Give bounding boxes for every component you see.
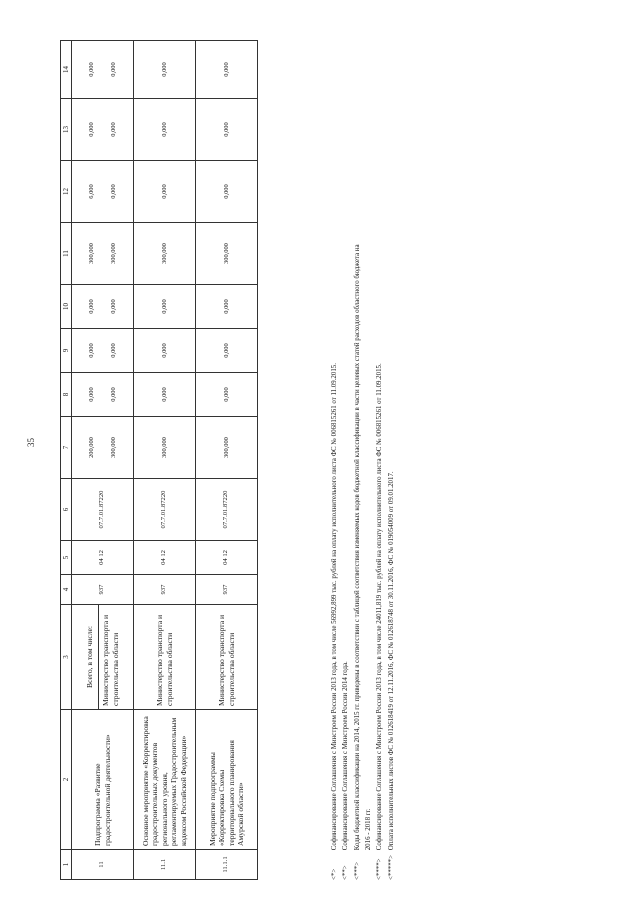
footnote-mark: <**> [342,865,350,880]
row-name: Мероприятие подпрограммы «Корректировка Схемы территориального планирования Амурской области» [196,710,258,850]
total-value: 0,000 [87,387,95,402]
footnote [341,40,350,880]
value: 300,000 [134,223,196,285]
rzpr-code: 04 12 [134,541,196,575]
table-row [134,41,196,880]
column-number: 14 [61,41,72,99]
value: 0,000 [134,329,196,373]
value: 0,000 [109,122,117,137]
column-number: 9 [61,329,72,373]
footnote [330,40,339,880]
row-id: 11.1 [134,850,196,880]
row-id: 11 [72,850,134,880]
total-value: 0,000 [87,343,95,358]
value: 0,000 [196,373,258,417]
footnote-text: Оплата исполнительных листов ФС № 012618419 от 12.11.2016, ФС № 012618748 от 30.11.2016, ФС № 019054009 от 09.01.2017. [387,471,395,851]
column-number: 1 [61,850,72,880]
row-id: 11.1.1 [196,850,258,880]
total-label: Всего, в том числе: [83,605,99,709]
column-number: 10 [61,285,72,329]
csr-code: 07.7.01.87220 [72,479,134,541]
footnote-text: 2016 - 2018 гг. [364,808,372,851]
value: 0,000 [134,41,196,99]
row-name: Основное мероприятие «Корректировка градостроительных документов регионального уровня, регламентируемых Градостроительным кодексом Российской Федерации» [134,710,196,850]
footnote-text: Софинансирование Соглашения с Минстроем России 2014 года. [342,661,350,851]
executor: Министерство транспорта и строительства области [101,614,120,706]
footnotes [330,40,398,880]
column-number: 2 [61,710,72,850]
rotated-content [60,40,560,880]
value: 300,000 [109,437,117,458]
executor: Министерство транспорта и строительства области [196,605,258,710]
total-value: 300,000 [87,243,95,264]
value: 0,000 [134,99,196,161]
value: 300,000 [134,417,196,479]
column-number: 5 [61,541,72,575]
row-name: Подпрограмма «Развитие градостроительной деятельности» [72,710,134,850]
column-number: 7 [61,417,72,479]
value: 0,000 [196,41,258,99]
value: 0,000 [196,161,258,223]
total-value: 0,000 [87,62,95,77]
column-number: 13 [61,99,72,161]
footnote-text: Софинансирование Соглашения с Минстроем России 2013 года, в том числе 24011,819 тыс. рублей на оплату исполнительного листа ФС № 006815261 от 11.09.2015. [376,363,384,851]
footnote [353,40,362,880]
total-value: 0,000 [87,299,95,314]
footnote-text: Коды бюджетной классификации на 2014, 2015 гг. приведены в соответствии с таблицей соответствия изменяемых кодов бюджетной классификации в части целевых статей расходов областного бюджета на [353,244,361,851]
column-number: 12 [61,161,72,223]
footnote-mark: <*> [331,868,338,880]
executor: Министерство транспорта и строительства области [134,605,196,710]
footnote-text: Софинансирование Соглашения с Минстроем России 2013 года, в том числе 56992,899 тыс. рублей на оплату исполнительного листа ФС № 006815261 от 11.09.2015. [331,363,338,851]
value: 0,000 [196,99,258,161]
value: 0,000 [134,161,196,223]
footnote [364,40,373,880]
value: 0,000 [196,329,258,373]
column-number: 11 [61,223,72,285]
total-value: 200,000 [87,437,95,458]
value: 0,000 [109,184,117,199]
column-number: 8 [61,373,72,417]
rzpr-code: 04 12 [72,541,134,575]
value: 300,000 [196,417,258,479]
value: 0,000 [109,343,117,358]
value: 0,000 [196,285,258,329]
grbs-code: 937 [196,575,258,605]
value: 0,000 [109,387,117,402]
footnote [387,40,396,880]
column-number: 4 [61,575,72,605]
grbs-code: 937 [134,575,196,605]
value: 0,000 [134,373,196,417]
total-value: 0,000 [87,122,95,137]
rzpr-code: 04 12 [196,541,258,575]
column-number: 6 [61,479,72,541]
footnote [375,40,384,880]
column-number-row [61,41,72,880]
page-number: 35 [26,438,36,447]
csr-code: 07.7.01.87220 [134,479,196,541]
value: 300,000 [109,243,117,264]
footnote-mark: <***> [353,861,361,880]
grbs-code: 937 [72,575,134,605]
footnote-mark: <*****> [387,855,395,880]
footnote-mark: <****> [376,858,384,880]
value: 0,000 [109,62,117,77]
csr-code: 07.7.01.87220 [196,479,258,541]
value: 0,000 [109,299,117,314]
value: 300,000 [196,223,258,285]
value: 0,000 [134,285,196,329]
budget-table [60,40,258,880]
total-value: 6,000 [87,184,95,199]
column-number: 3 [61,605,72,710]
table-row [196,41,258,880]
table-row [72,41,134,880]
